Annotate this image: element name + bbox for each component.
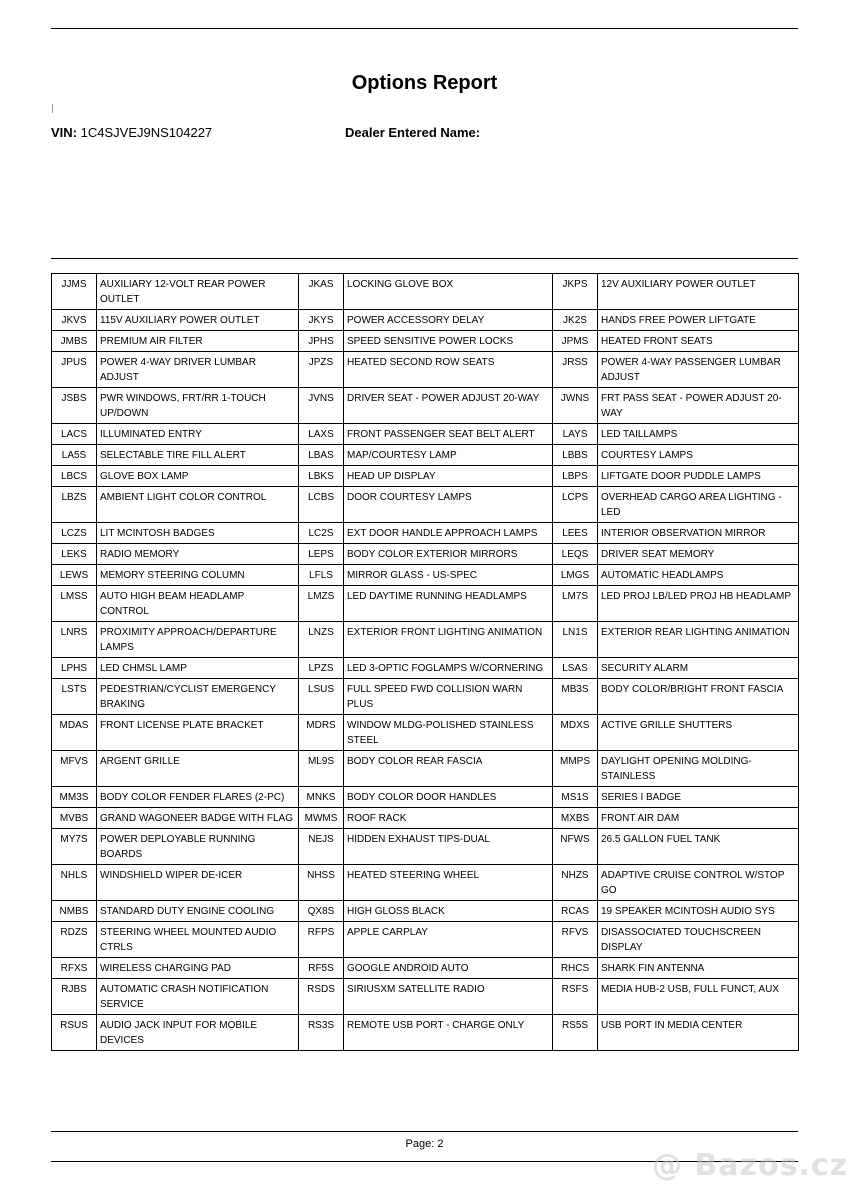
option-description: LED 3-OPTIC FOGLAMPS W/CORNERING — [344, 658, 553, 679]
option-description: DOOR COURTESY LAMPS — [344, 487, 553, 523]
option-description: AUDIO JACK INPUT FOR MOBILE DEVICES — [97, 1015, 299, 1051]
page-number: Page: 2 — [405, 1138, 444, 1150]
option-description: AMBIENT LIGHT COLOR CONTROL — [97, 487, 299, 523]
table-row — [52, 586, 799, 622]
table-row — [52, 544, 799, 565]
option-description: COURTESY LAMPS — [598, 445, 799, 466]
option-description: STANDARD DUTY ENGINE COOLING — [97, 901, 299, 922]
option-description: LOCKING GLOVE BOX — [344, 274, 553, 310]
option-description: MAP/COURTESY LAMP — [344, 445, 553, 466]
option-code: MDAS — [52, 715, 97, 751]
table-row — [52, 310, 799, 331]
option-code: MY7S — [52, 829, 97, 865]
option-code: LBKS — [299, 466, 344, 487]
option-description: OVERHEAD CARGO AREA LIGHTING - LED — [598, 487, 799, 523]
option-code: LSUS — [299, 679, 344, 715]
vin-line — [51, 125, 212, 140]
option-code: MS1S — [553, 787, 598, 808]
option-code: RJBS — [52, 979, 97, 1015]
option-description: SHARK FIN ANTENNA — [598, 958, 799, 979]
option-description: MEDIA HUB-2 USB, FULL FUNCT, AUX — [598, 979, 799, 1015]
option-description: REMOTE USB PORT - CHARGE ONLY — [344, 1015, 553, 1051]
page-title: Options Report — [351, 72, 498, 94]
option-description: 115V AUXILIARY POWER OUTLET — [97, 310, 299, 331]
option-description: USB PORT IN MEDIA CENTER — [598, 1015, 799, 1051]
option-code: NHSS — [299, 865, 344, 901]
table-row — [52, 331, 799, 352]
option-code: NHLS — [52, 865, 97, 901]
table-row — [52, 679, 799, 715]
footer-top-rule — [51, 1131, 798, 1132]
option-description: SECURITY ALARM — [598, 658, 799, 679]
option-code: LCPS — [553, 487, 598, 523]
option-description: GLOVE BOX LAMP — [97, 466, 299, 487]
option-code: QX8S — [299, 901, 344, 922]
option-code: NHZS — [553, 865, 598, 901]
table-row — [52, 922, 799, 958]
table-row — [52, 901, 799, 922]
option-code: LPZS — [299, 658, 344, 679]
option-code: LAYS — [553, 424, 598, 445]
top-rule — [51, 28, 798, 29]
option-code: MWMS — [299, 808, 344, 829]
option-description: SELECTABLE TIRE FILL ALERT — [97, 445, 299, 466]
option-description: HEATED FRONT SEATS — [598, 331, 799, 352]
option-description: AUTOMATIC HEADLAMPS — [598, 565, 799, 586]
watermark-logo: @ Bazos.cz — [652, 1148, 849, 1183]
header-bottom-rule — [51, 258, 798, 259]
option-description: DISASSOCIATED TOUCHSCREEN DISPLAY — [598, 922, 799, 958]
table-row — [52, 622, 799, 658]
option-code: LA5S — [52, 445, 97, 466]
option-description: HIDDEN EXHAUST TIPS-DUAL — [344, 829, 553, 865]
option-description: STEERING WHEEL MOUNTED AUDIO CTRLS — [97, 922, 299, 958]
option-code: RDZS — [52, 922, 97, 958]
option-code: RS3S — [299, 1015, 344, 1051]
option-code: MVBS — [52, 808, 97, 829]
option-code: LNRS — [52, 622, 97, 658]
option-code: RFVS — [553, 922, 598, 958]
option-code: MDXS — [553, 715, 598, 751]
option-description: ROOF RACK — [344, 808, 553, 829]
option-description: LED DAYTIME RUNNING HEADLAMPS — [344, 586, 553, 622]
option-description: DAYLIGHT OPENING MOLDING-STAINLESS — [598, 751, 799, 787]
table-row — [52, 865, 799, 901]
option-description: DRIVER SEAT - POWER ADJUST 20-WAY — [344, 388, 553, 424]
option-description: HIGH GLOSS BLACK — [344, 901, 553, 922]
option-code: LAXS — [299, 424, 344, 445]
option-code: LBAS — [299, 445, 344, 466]
option-description: SERIES I BADGE — [598, 787, 799, 808]
option-code: NMBS — [52, 901, 97, 922]
option-code: LFLS — [299, 565, 344, 586]
option-code: JJMS — [52, 274, 97, 310]
option-description: WINDSHIELD WIPER DE-ICER — [97, 865, 299, 901]
option-code: LCBS — [299, 487, 344, 523]
option-description: POWER 4-WAY PASSENGER LUMBAR ADJUST — [598, 352, 799, 388]
option-description: 19 SPEAKER MCINTOSH AUDIO SYS — [598, 901, 799, 922]
vin-label: VIN: — [51, 125, 77, 140]
option-description: PWR WINDOWS, FRT/RR 1-TOUCH UP/DOWN — [97, 388, 299, 424]
option-description: BODY COLOR DOOR HANDLES — [344, 787, 553, 808]
option-code: LMSS — [52, 586, 97, 622]
option-description: AUXILIARY 12-VOLT REAR POWER OUTLET — [97, 274, 299, 310]
option-description: DRIVER SEAT MEMORY — [598, 544, 799, 565]
option-description: LED TAILLAMPS — [598, 424, 799, 445]
option-code: LMGS — [553, 565, 598, 586]
option-code: LEQS — [553, 544, 598, 565]
option-code: RS5S — [553, 1015, 598, 1051]
option-description: FULL SPEED FWD COLLISION WARN PLUS — [344, 679, 553, 715]
option-description: LIFTGATE DOOR PUDDLE LAMPS — [598, 466, 799, 487]
options-table — [51, 273, 799, 1051]
table-row — [52, 979, 799, 1015]
table-row — [52, 751, 799, 787]
option-description: SPEED SENSITIVE POWER LOCKS — [344, 331, 553, 352]
option-code: JKPS — [553, 274, 598, 310]
option-code: LMZS — [299, 586, 344, 622]
option-code: MMPS — [553, 751, 598, 787]
option-code: RCAS — [553, 901, 598, 922]
dealer-name-label: Dealer Entered Name: — [345, 125, 481, 140]
option-code: LEWS — [52, 565, 97, 586]
option-description: POWER ACCESSORY DELAY — [344, 310, 553, 331]
option-code: JPHS — [299, 331, 344, 352]
option-code: MDRS — [299, 715, 344, 751]
option-code: LPHS — [52, 658, 97, 679]
option-description: ARGENT GRILLE — [97, 751, 299, 787]
option-description: PEDESTRIAN/CYCLIST EMERGENCY BRAKING — [97, 679, 299, 715]
option-code: RFXS — [52, 958, 97, 979]
option-description: BODY COLOR REAR FASCIA — [344, 751, 553, 787]
option-code: MNKS — [299, 787, 344, 808]
table-row — [52, 958, 799, 979]
option-code: MB3S — [553, 679, 598, 715]
option-description: LED CHMSL LAMP — [97, 658, 299, 679]
option-description: BODY COLOR FENDER FLARES (2-PC) — [97, 787, 299, 808]
option-description: EXTERIOR REAR LIGHTING ANIMATION — [598, 622, 799, 658]
option-description: HEAD UP DISPLAY — [344, 466, 553, 487]
option-description: LED PROJ LB/LED PROJ HB HEADLAMP — [598, 586, 799, 622]
table-row — [52, 523, 799, 544]
option-code: LM7S — [553, 586, 598, 622]
option-description: PROXIMITY APPROACH/DEPARTURE LAMPS — [97, 622, 299, 658]
option-description: ADAPTIVE CRUISE CONTROL W/STOP GO — [598, 865, 799, 901]
option-code: MFVS — [52, 751, 97, 787]
option-code: LNZS — [299, 622, 344, 658]
option-code: LBBS — [553, 445, 598, 466]
option-description: AUTOMATIC CRASH NOTIFICATION SERVICE — [97, 979, 299, 1015]
option-code: JPMS — [553, 331, 598, 352]
option-description: BODY COLOR/BRIGHT FRONT FASCIA — [598, 679, 799, 715]
option-code: NEJS — [299, 829, 344, 865]
table-row — [52, 445, 799, 466]
option-description: GRAND WAGONEER BADGE WITH FLAG — [97, 808, 299, 829]
option-code: LBCS — [52, 466, 97, 487]
option-code: RSUS — [52, 1015, 97, 1051]
option-description: GOOGLE ANDROID AUTO — [344, 958, 553, 979]
table-row — [52, 274, 799, 310]
option-code: LACS — [52, 424, 97, 445]
option-description: WINDOW MLDG-POLISHED STAINLESS STEEL — [344, 715, 553, 751]
table-row — [52, 829, 799, 865]
option-code: JVNS — [299, 388, 344, 424]
option-code: LEKS — [52, 544, 97, 565]
option-code: MXBS — [553, 808, 598, 829]
option-code: ML9S — [299, 751, 344, 787]
option-description: ILLUMINATED ENTRY — [97, 424, 299, 445]
option-description: BODY COLOR EXTERIOR MIRRORS — [344, 544, 553, 565]
option-description: WIRELESS CHARGING PAD — [97, 958, 299, 979]
option-description: RADIO MEMORY — [97, 544, 299, 565]
option-code: JK2S — [553, 310, 598, 331]
option-code: MM3S — [52, 787, 97, 808]
option-code: JSBS — [52, 388, 97, 424]
option-code: NFWS — [553, 829, 598, 865]
option-code: LEES — [553, 523, 598, 544]
option-description: 26.5 GALLON FUEL TANK — [598, 829, 799, 865]
option-description: EXTERIOR FRONT LIGHTING ANIMATION — [344, 622, 553, 658]
option-description: MIRROR GLASS - US-SPEC — [344, 565, 553, 586]
option-code: LBPS — [553, 466, 598, 487]
table-row — [52, 808, 799, 829]
table-row — [52, 424, 799, 445]
table-row — [52, 487, 799, 523]
vin-value: 1C4SJVEJ9NS104227 — [80, 125, 213, 140]
table-row — [52, 787, 799, 808]
option-code: RHCS — [553, 958, 598, 979]
option-code: JKYS — [299, 310, 344, 331]
margin-mark — [52, 104, 53, 113]
option-description: EXT DOOR HANDLE APPROACH LAMPS — [344, 523, 553, 544]
table-row — [52, 388, 799, 424]
option-description: FRONT LICENSE PLATE BRACKET — [97, 715, 299, 751]
option-description: FRONT AIR DAM — [598, 808, 799, 829]
option-code: RSDS — [299, 979, 344, 1015]
option-description: MEMORY STEERING COLUMN — [97, 565, 299, 586]
option-code: JKAS — [299, 274, 344, 310]
option-description: APPLE CARPLAY — [344, 922, 553, 958]
option-code: RF5S — [299, 958, 344, 979]
option-description: PREMIUM AIR FILTER — [97, 331, 299, 352]
table-row — [52, 352, 799, 388]
option-description: SIRIUSXM SATELLITE RADIO — [344, 979, 553, 1015]
option-description: LIT MCINTOSH BADGES — [97, 523, 299, 544]
table-row — [52, 715, 799, 751]
option-code: LCZS — [52, 523, 97, 544]
option-code: RSFS — [553, 979, 598, 1015]
option-code: LSAS — [553, 658, 598, 679]
option-description: FRT PASS SEAT - POWER ADJUST 20-WAY — [598, 388, 799, 424]
option-description: INTERIOR OBSERVATION MIRROR — [598, 523, 799, 544]
table-row — [52, 565, 799, 586]
option-code: JKVS — [52, 310, 97, 331]
table-row — [52, 1015, 799, 1051]
option-description: AUTO HIGH BEAM HEADLAMP CONTROL — [97, 586, 299, 622]
option-code: RFPS — [299, 922, 344, 958]
option-code: LEPS — [299, 544, 344, 565]
option-description: 12V AUXILIARY POWER OUTLET — [598, 274, 799, 310]
option-description: ACTIVE GRILLE SHUTTERS — [598, 715, 799, 751]
option-description: HEATED SECOND ROW SEATS — [344, 352, 553, 388]
option-code: LBZS — [52, 487, 97, 523]
option-description: HEATED STEERING WHEEL — [344, 865, 553, 901]
option-code: JPZS — [299, 352, 344, 388]
option-description: FRONT PASSENGER SEAT BELT ALERT — [344, 424, 553, 445]
table-row — [52, 658, 799, 679]
option-code: JPUS — [52, 352, 97, 388]
options-table-body — [52, 274, 799, 1051]
table-row — [52, 466, 799, 487]
option-description: POWER DEPLOYABLE RUNNING BOARDS — [97, 829, 299, 865]
option-code: JMBS — [52, 331, 97, 352]
option-code: JWNS — [553, 388, 598, 424]
option-description: POWER 4-WAY DRIVER LUMBAR ADJUST — [97, 352, 299, 388]
option-code: LN1S — [553, 622, 598, 658]
option-code: JRSS — [553, 352, 598, 388]
option-code: LC2S — [299, 523, 344, 544]
option-description: HANDS FREE POWER LIFTGATE — [598, 310, 799, 331]
option-code: LSTS — [52, 679, 97, 715]
